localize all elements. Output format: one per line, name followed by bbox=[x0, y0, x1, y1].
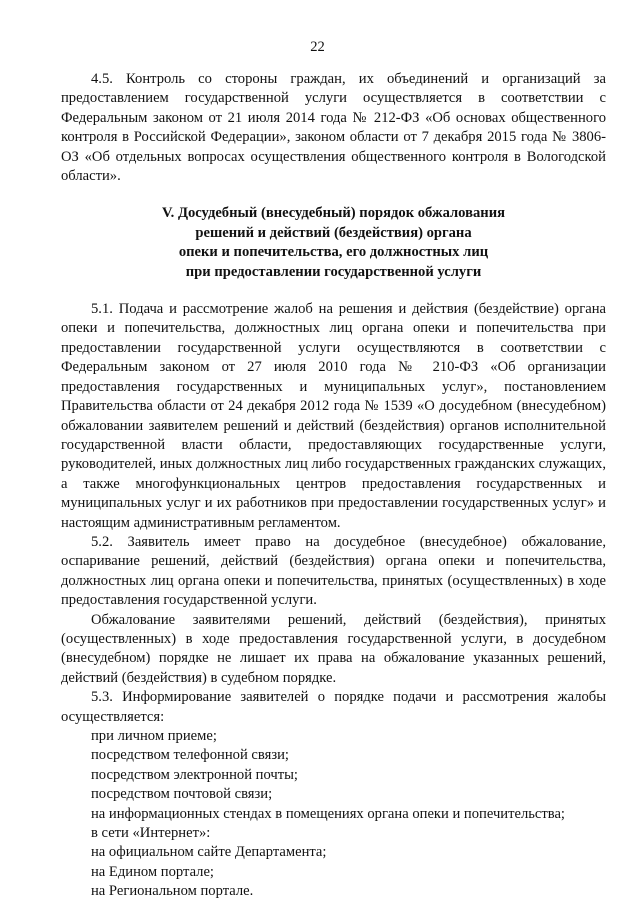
section-heading-line: решений и действий (бездействия) органа bbox=[195, 224, 472, 241]
list-item: на информационных стендах в помещениях органа опеки и попечительства; bbox=[91, 805, 565, 822]
list-item: посредством телефонной связи; bbox=[91, 747, 289, 764]
page-number: 22 bbox=[310, 39, 325, 55]
document-body bbox=[61, 70, 606, 902]
list-item: на Едином портале; bbox=[91, 863, 214, 880]
list-item: посредством почтовой связи; bbox=[91, 786, 273, 803]
section-heading-line: опеки и попечительства, его должностных лиц bbox=[178, 244, 489, 261]
paragraph-4-5: 4.5. Контроль со стороны граждан, их объединений и организаций за предоставлением государственной услуги осуществляется в соответствии с Федеральным законом от 21 июля 2014 года № 212-ФЗ «Об основах общественного контроля в Российской Федерации», законом области от 7 декабря 2015 года № 3806-ОЗ «Об отдельных вопросах осуществления общественного контроля в Вологодской области». bbox=[61, 71, 606, 185]
list-item: при личном приеме; bbox=[91, 728, 217, 744]
paragraph-5-3: 5.3. Информирование заявителей о порядке подачи и рассмотрения жалобы осуществляется: bbox=[61, 689, 606, 725]
paragraph-5-1: 5.1. Подача и рассмотрение жалоб на решения и действия (бездействие) органа опеки и попечительства, должностных лиц органа опеки и попечительства при предоставлении государственной услуги осуществляются в соответствии с Федеральным законом от 27 июля 2010 года № 210-ФЗ «Об организации предоставления государственных и муниципальных услуг», постановлением Правительства области от 24 декабря 2012 года № 1539 «О досудебном (внесудебном) обжаловании заявителем решений и действий (бездействия) органов исполнительной государственной власти области, предоставляющих государственные услуги, руководителей, иных должностных лиц либо государственных гражданских служащих, а также многофункциональных центров предоставления государственных и муниципальных услуг и их работников при предоставлении государственных услуг» и настоящим административным регламентом. bbox=[61, 301, 606, 531]
list-item: на официальном сайте Департамента; bbox=[91, 844, 327, 861]
informing-methods-list bbox=[61, 727, 606, 902]
section-heading-line: V. Досудебный (внесудебный) порядок обжалования bbox=[161, 205, 505, 222]
paragraph-5-2: 5.2. Заявитель имеет право на досудебное (внесудебное) обжалование, оспаривание решений, действий (бездействия) органа опеки и попечительства, должностных лиц органа опеки и попечительства, принятых (осуществленных) в ходе предоставления государственной услуги. bbox=[61, 533, 606, 609]
list-item: на Региональном портале. bbox=[91, 883, 254, 900]
paragraph-appeal: Обжалование заявителями решений, действий (бездействия), принятых (осуществленных) в ходе предоставления государственной услуги, в досудебном (внесудебном) порядке не лишает их права на обжалование указанных решений, действий (бездействия) в судебном порядке. bbox=[61, 611, 606, 686]
section-heading-line: при предоставлении государственной услуги bbox=[185, 263, 482, 280]
section-heading bbox=[61, 204, 606, 282]
list-item: в сети «Интернет»: bbox=[91, 825, 211, 842]
list-item: посредством электронной почты; bbox=[91, 766, 298, 783]
